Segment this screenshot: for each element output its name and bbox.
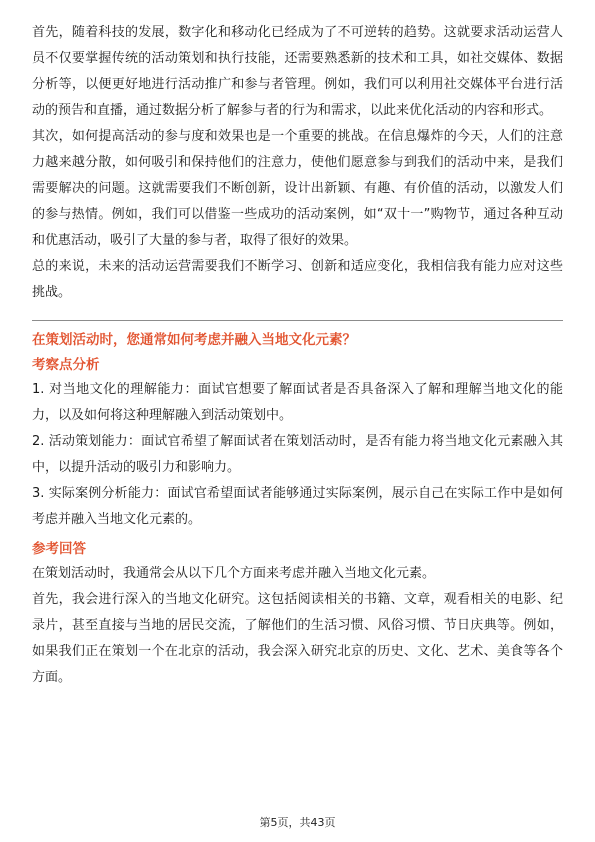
- assessment-item-2: 2. 活动策划能力：面试官希望了解面试者在策划活动时，是否有能力将当地文化元素融入其中，以提升活动的吸引力和影响力。: [32, 434, 563, 475]
- reference-heading: 参考回答: [32, 541, 86, 557]
- assessment-item-3: 3. 实际案例分析能力：面试官希望面试者能够通过实际案例，展示自己在实际工作中是如何考虑并融入当地文化元素的。: [32, 486, 563, 527]
- interview-question: 在策划活动时，您通常如何考虑并融入当地文化元素？: [32, 332, 356, 348]
- intro-paragraph-2: 其次，如何提高活动的参与度和效果也是一个重要的挑战。在信息爆炸的今天，人们的注意力越来越分散，如何吸引和保持他们的注意力，使他们愿意参与到我们的活动中来，是我们需要解决的问题。这就需要我们不断创新，设计出新颖、有趣、有价值的活动，以激发人们的参与热情。例如，我们可以借鉴一些成功的活动案例，如“双十一”购物节，通过各种互动和优惠活动，吸引了大量的参与者，取得了很好的效果。: [32, 129, 563, 248]
- section-divider: [32, 320, 563, 321]
- assessment-heading: 考察点分析: [32, 357, 100, 373]
- reference-paragraph-1: 在策划活动时，我通常会从以下几个方面来考虑并融入当地文化元素。: [32, 566, 436, 581]
- reference-paragraph-2: 首先，我会进行深入的当地文化研究。这包括阅读相关的书籍、文章，观看相关的电影、纪录片，甚至直接与当地的居民交流，了解他们的生活习惯、风俗习惯、节日庆典等。例如，如果我们正在策划一个在北京的活动，我会深入研究北京的历史、文化、艺术、美食等各个方面。: [32, 592, 563, 685]
- document-body: [32, 20, 563, 691]
- page-number: 第5页，共43页: [259, 816, 336, 829]
- assessment-item-1: 1. 对当地文化的理解能力：面试官想要了解面试者是否具备深入了解和理解当地文化的能力，以及如何将这种理解融入到活动策划中。: [32, 382, 563, 423]
- intro-paragraph-3: 总的来说，未来的活动运营需要我们不断学习、创新和适应变化，我相信我有能力应对这些挑战。: [32, 259, 563, 300]
- intro-paragraph-1: 首先，随着科技的发展，数字化和移动化已经成为了不可逆转的趋势。这就要求活动运营人员不仅要掌握传统的活动策划和执行技能，还需要熟悉新的技术和工具，如社交媒体、数据分析等，以便更好地进行活动推广和参与者管理。例如，我们可以利用社交媒体平台进行活动的预告和直播，通过数据分析了解参与者的行为和需求，以此来优化活动的内容和形式。: [32, 25, 563, 118]
